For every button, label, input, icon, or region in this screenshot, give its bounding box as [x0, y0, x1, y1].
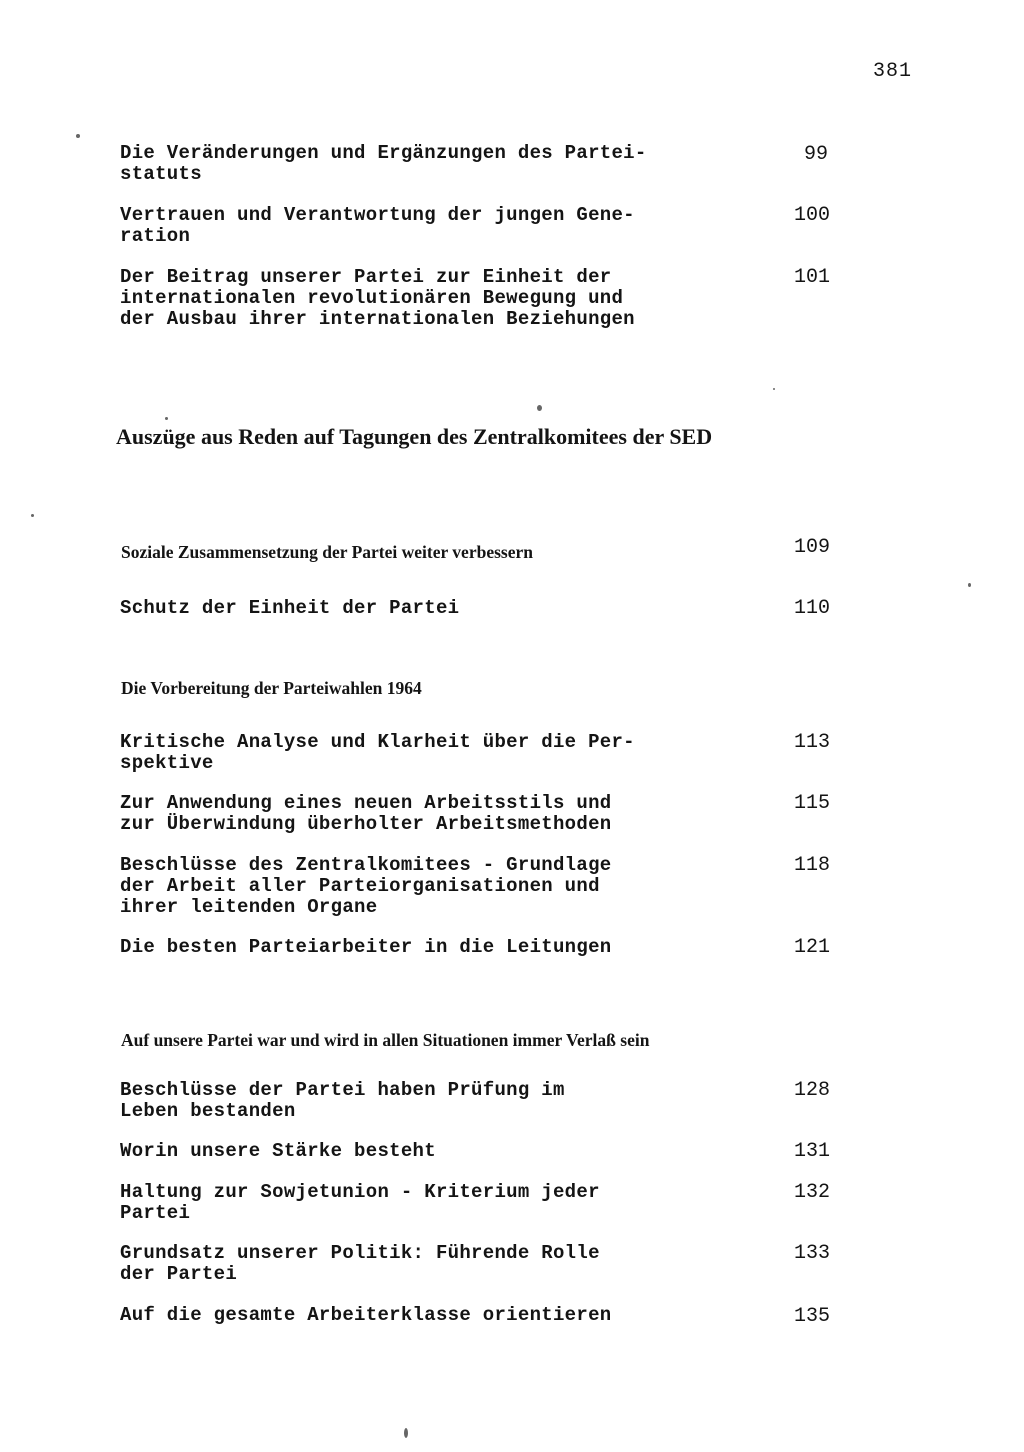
toc-entry-page: 113 [793, 731, 830, 754]
scan-speck [31, 514, 34, 517]
page-number: 381 [873, 60, 913, 83]
toc-entry-page: 128 [793, 1079, 830, 1102]
section-heading-page: 109 [793, 536, 830, 559]
toc-entry-text: Der Beitrag unserer Partei zur Einheit der internationalen revolutionären Bewegung und der Ausbau ihrer internationalen Beziehungen [120, 266, 635, 330]
toc-entry-page: 132 [793, 1181, 830, 1204]
toc-entry-page: 133 [793, 1242, 830, 1265]
toc-entry-text: Vertrauen und Verantwortung der jungen Gene- ration [120, 204, 635, 247]
toc-entry-text: Kritische Analyse und Klarheit über die Per- spektive [120, 731, 635, 774]
toc-entry-page: 100 [793, 204, 830, 227]
toc-entry-page: 99 [803, 143, 828, 166]
main-heading: Auszüge aus Reden auf Tagungen des Zentralkomitees der SED [116, 424, 713, 449]
section-heading: Soziale Zusammensetzung der Partei weiter verbessern [121, 542, 533, 562]
section-heading: Die Vorbereitung der Parteiwahlen 1964 [121, 678, 422, 698]
scan-speck [404, 1428, 408, 1438]
toc-entry-page: 118 [793, 854, 830, 877]
toc-entry-text: Worin unsere Stärke besteht [120, 1140, 436, 1162]
scan-speck [773, 388, 775, 390]
scan-speck [165, 417, 168, 420]
scan-speck [76, 134, 80, 138]
toc-entry-text: Grundsatz unserer Politik: Führende Rolle der Partei [120, 1242, 600, 1285]
scan-speck [968, 583, 971, 587]
toc-entry-text: Schutz der Einheit der Partei [120, 597, 460, 619]
toc-entry-page: 110 [793, 597, 830, 620]
scan-speck [537, 405, 542, 411]
toc-entry-page: 101 [793, 266, 830, 289]
section-heading: Auf unsere Partei war und wird in allen Situationen immer Verlaß sein [121, 1030, 650, 1050]
toc-entry-text: Die Veränderungen und Ergänzungen des Partei- statuts [120, 142, 647, 185]
toc-entry-text: Auf die gesamte Arbeiterklasse orientieren [120, 1304, 612, 1326]
toc-entry-text: Beschlüsse des Zentralkomitees - Grundlage der Arbeit aller Parteiorganisationen und ihrer leitenden Organe [120, 854, 612, 918]
toc-entry-text: Die besten Parteiarbeiter in die Leitungen [120, 936, 612, 958]
toc-entry-page: 131 [793, 1140, 830, 1163]
toc-entry-text: Haltung zur Sowjetunion - Kriterium jeder Partei [120, 1181, 600, 1224]
toc-entry-page: 115 [793, 792, 830, 815]
toc-entry-page: 135 [793, 1305, 830, 1328]
toc-entry-page: 121 [793, 936, 830, 959]
toc-entry-text: Zur Anwendung eines neuen Arbeitsstils und zur Überwindung überholter Arbeitsmethoden [120, 792, 612, 835]
toc-entry-text: Beschlüsse der Partei haben Prüfung im Leben bestanden [120, 1079, 565, 1122]
